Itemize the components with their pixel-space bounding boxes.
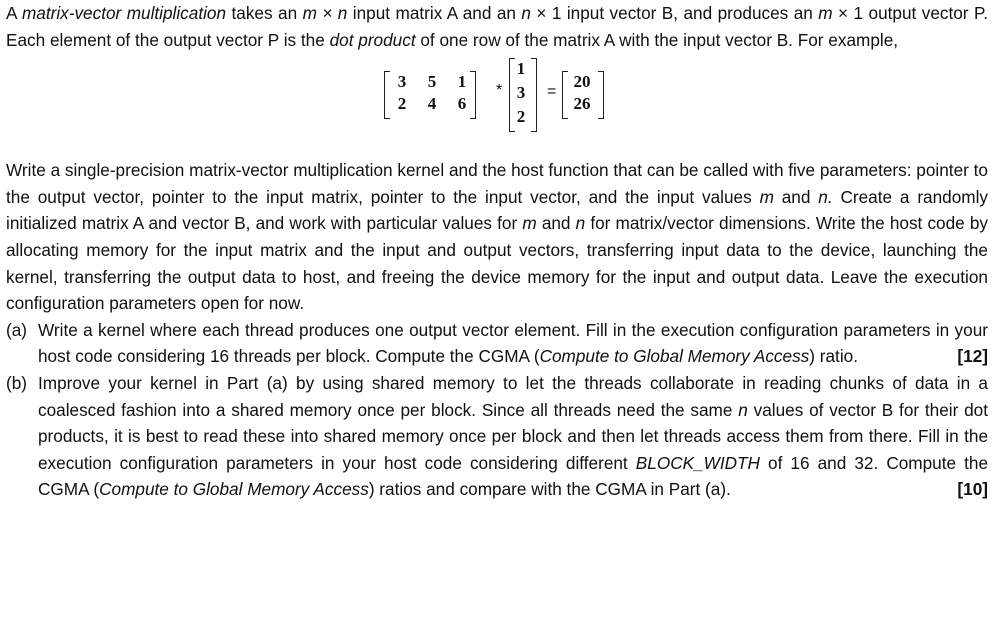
part-b-emphasis: BLOCK_WIDTH [635, 452, 760, 473]
part-b-emphasis: Compute to Global Memory Access [99, 479, 369, 500]
intro-emphasis: dot product [329, 29, 416, 50]
task-emphasis: n. [818, 186, 833, 207]
vector-p-right-bracket [598, 71, 604, 119]
part-a-score: [12] [957, 346, 988, 367]
matrix-a [384, 69, 494, 123]
part-a-label: (a) [6, 319, 28, 340]
intro-text: takes an [231, 3, 298, 23]
part-a-emphasis: Compute to Global Memory Access [539, 346, 810, 367]
part-b [6, 370, 988, 503]
part-b-text: ) ratios and compare with the CGMA in Part (a). [368, 479, 731, 500]
task-text: Create a randomly initialized matrix A and vector B, and work with particular values for [6, 186, 989, 234]
vector-p [562, 69, 612, 123]
document-page [6, 0, 988, 503]
vector-p-cell: 26 [573, 94, 591, 114]
intro-paragraph [6, 0, 988, 53]
vector-b-cell: 2 [516, 107, 526, 127]
matrix-a-left-bracket [384, 71, 390, 119]
part-b-label: (b) [6, 372, 28, 393]
equals-operator: = [547, 83, 557, 101]
part-b-text: Improve your kernel in Part (a) by using shared memory to let the threads collaborate in reading chunks of data in a coalesced fashion into a shared memory once per block. Since all threads need the same [38, 372, 988, 420]
intro-text: A [6, 3, 17, 23]
task-text: and [541, 213, 571, 234]
matrix-a-cell: 3 [397, 72, 407, 92]
task-emphasis: m [759, 186, 774, 207]
intro-emphasis: matrix-vector multiplication [21, 3, 227, 23]
matrix-a-cell: 1 [457, 72, 467, 92]
part-b-text: values of vector B for their dot products, it is best to read these into shared memory once per block and then let threads access them from there. Fill in the execution configuration parameters in your host code considering different [38, 399, 989, 473]
intro-text: × 1 input vector B, and produces an [536, 3, 813, 23]
part-a [6, 317, 988, 370]
part-b-text: of 16 and 32. Compute the CGMA ( [38, 452, 989, 500]
task-paragraph [6, 157, 988, 317]
part-a-text: Write a kernel where each thread produces one output vector element. Fill in the execution configuration parameters in your host code considering 16 threads per block. Compute the CGMA ( [38, 319, 988, 367]
part-a-text: ) ratio. [809, 346, 858, 367]
intro-emphasis: n [521, 3, 531, 23]
intro-text: of one row of the matrix A with the input vector B. For example, [420, 29, 899, 50]
task-text: for matrix/vector dimensions. Write the host code by allocating memory for the input matrix and the input and output vectors, transferring input data to the device, launching the kernel, transferring the output data to host, and freeing the device memory for the input and output data. Leave the execution configuration parameters open for now. [6, 213, 989, 314]
matrix-a-right-bracket [470, 71, 476, 119]
matrix-a-cell: 4 [427, 94, 437, 114]
vector-b-cell: 3 [516, 83, 526, 103]
vector-b-cell: 1 [516, 59, 526, 79]
vector-p-cell: 20 [573, 72, 591, 92]
intro-emphasis: m [818, 3, 833, 23]
part-b-emphasis: n [738, 399, 748, 420]
task-emphasis: m [522, 213, 537, 234]
vector-b-right-bracket [531, 58, 537, 132]
task-emphasis: n [575, 213, 586, 234]
matrix-a-cell: 2 [397, 94, 407, 114]
part-b-score: [10] [957, 479, 988, 500]
vector-b [509, 56, 549, 136]
matrix-a-cell: 5 [427, 72, 437, 92]
task-text: Write a single-precision matrix-vector multiplication kernel and the host function that can be called with five parameters: pointer to the output vector, pointer to the input matrix, pointer to the input vector, and the input values [6, 160, 988, 207]
example-equation [6, 53, 988, 157]
intro-emphasis: m × n [302, 3, 348, 23]
task-text: and [781, 186, 811, 207]
intro-text: × 1 output vector P. Each element of the output vector P is the [6, 3, 988, 50]
matrix-a-cell: 6 [457, 94, 467, 114]
multiply-operator: * [496, 82, 503, 100]
intro-text: input matrix A and an [352, 3, 516, 23]
